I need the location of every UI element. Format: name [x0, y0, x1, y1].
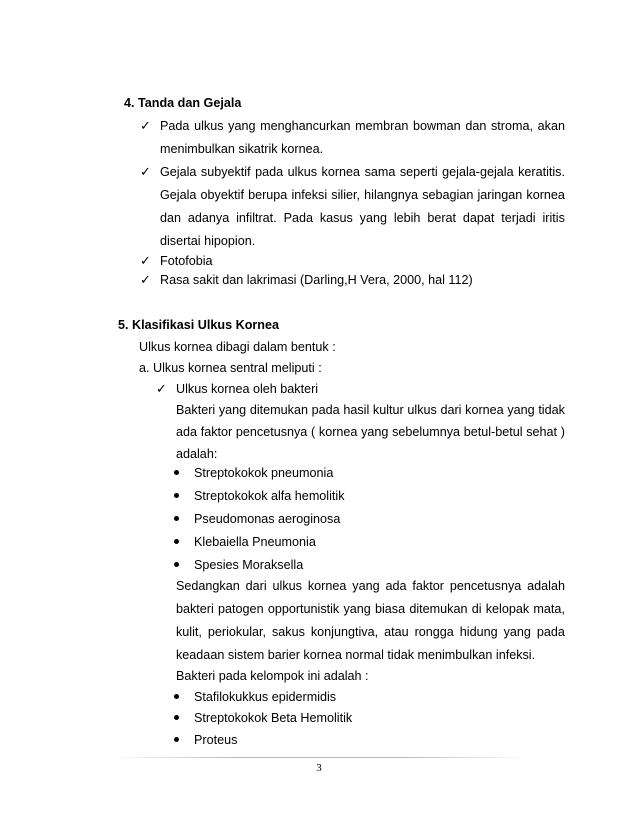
para1-line2: ada faktor pencetusnya ( kornea yang sebelumnya betul-betul sehat ) [176, 425, 565, 439]
para2-line1: Sedangkan dari ulkus kornea yang ada faktor pencetusnya adalah [176, 579, 565, 593]
bullet-dot-icon [174, 715, 179, 720]
section-5-heading: 5. Klasifikasi Ulkus Kornea [118, 318, 279, 332]
para1-line1: Bakteri yang ditemukan pada hasil kultur ulkus dari kornea yang tidak [176, 403, 565, 417]
checkmark-icon: ✓ [156, 381, 167, 396]
footer-divider [110, 757, 530, 758]
s4-item2-line4: disertai hipopion. [160, 234, 256, 248]
s4-item2-line2: Gejala obyektif berupa infeksi silier, hilangnya sebagian jaringan kornea [160, 188, 565, 202]
s4-item1-line2: menimbulkan sikatrik kornea. [160, 142, 324, 156]
bullet-dot-icon [174, 470, 179, 475]
para3: Bakteri pada kelompok ini adalah : [176, 669, 369, 683]
check-item-bacteria: Ulkus kornea oleh bakteri [176, 382, 319, 396]
list-item: Streptokokok alfa hemolitik [194, 489, 345, 503]
checkmark-icon: ✓ [140, 118, 151, 133]
checkmark-icon: ✓ [140, 272, 151, 287]
bullet-dot-icon [174, 493, 179, 498]
bullet-dot-icon [174, 539, 179, 544]
checkmark-icon: ✓ [140, 253, 151, 268]
s4-item4: Rasa sakit dan lakrimasi (Darling,H Vera, 2000, hal 112) [160, 273, 473, 287]
list-item: Stafilokukkus epidermidis [194, 690, 337, 704]
list-item: Klebaiella Pneumonia [194, 535, 316, 549]
s4-item3: Fotofobia [160, 254, 213, 268]
s4-item2-line3: dan adanya infiltrat. Pada kasus yang lebih berat dapat terjadi iritis [160, 211, 565, 225]
list-item: Pseudomonas aeroginosa [194, 512, 341, 526]
para2-line2: bakteri patogen opportunistik yang biasa ditemukan di kelopak mata, [176, 602, 565, 616]
para2-line4: keadaan sistem barier kornea normal tidak menimbulkan infeksi. [176, 648, 536, 662]
sub-a-heading: a. Ulkus kornea sentral meliputi : [139, 361, 322, 375]
s4-item1-line1: Pada ulkus yang menghancurkan membran bowman dan stroma, akan [160, 119, 565, 133]
bullet-dot-icon [174, 694, 179, 699]
list-item: Streptokokok pneumonia [194, 466, 334, 480]
list-item: Spesies Moraksella [194, 558, 304, 572]
para2-line3: kulit, periokular, sakus konjungtiva, atau rongga hidung yang pada [176, 625, 565, 639]
para1-line3: adalah: [176, 447, 218, 461]
list-item: Proteus [194, 733, 238, 747]
s4-item2-line1: Gejala subyektif pada ulkus kornea sama seperti gejala-gejala keratitis. [160, 165, 565, 179]
bullet-dot-icon [174, 516, 179, 521]
bullet-dot-icon [174, 737, 179, 742]
section-4-heading: 4. Tanda dan Gejala [124, 96, 242, 110]
list-item: Streptokokok Beta Hemolitik [194, 711, 353, 725]
bullet-dot-icon [174, 562, 179, 567]
checkmark-icon: ✓ [140, 164, 151, 179]
page-number: 3 [316, 762, 322, 774]
section-5-intro: Ulkus kornea dibagi dalam bentuk : [139, 340, 336, 354]
